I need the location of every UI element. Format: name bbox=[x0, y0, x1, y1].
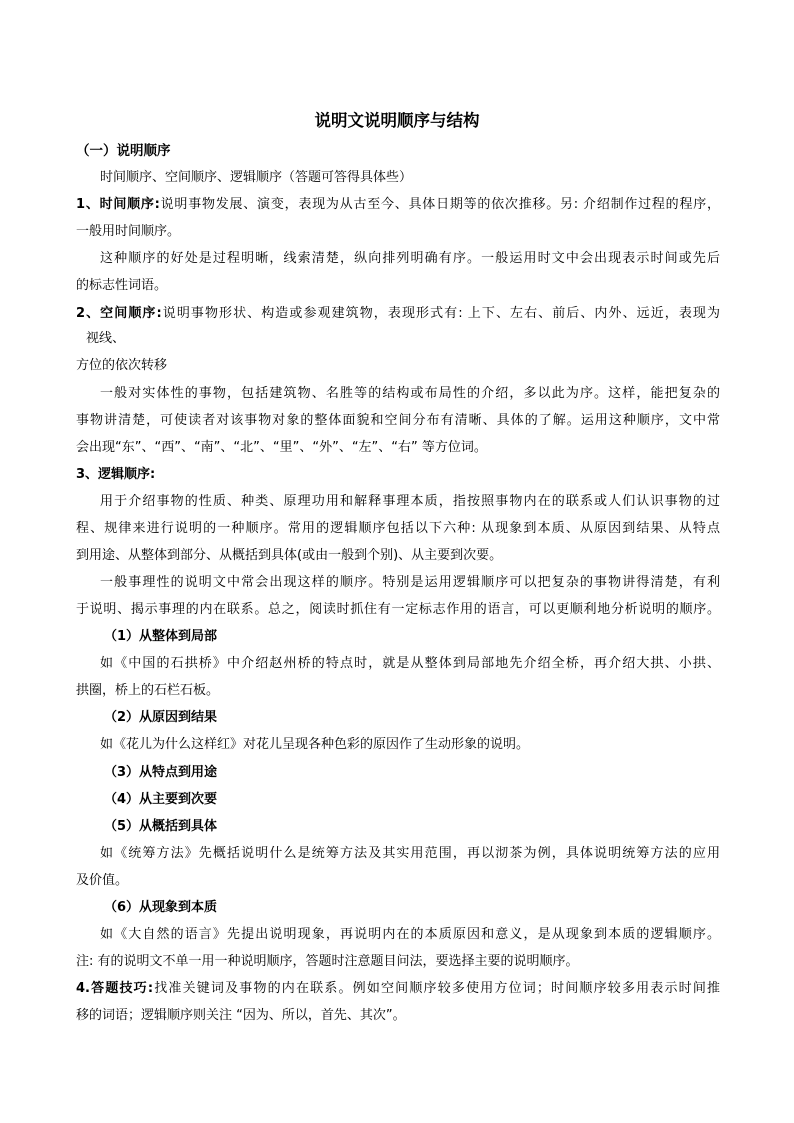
section-heading: （一）说明顺序 bbox=[76, 143, 171, 159]
item-3-heading: （3）从特点到用途 bbox=[104, 765, 218, 780]
page-title: 说明文说明顺序与结构 bbox=[314, 111, 480, 130]
space-order-line-1 bbox=[76, 304, 720, 324]
item-1-text-1: 如《中国的石拱桥》中介绍赵州桥的特点时，就是从整体到局部地先介绍全桥，再介绍大拱、小拱、 bbox=[100, 656, 720, 671]
logic-order-label: 3、逻辑顺序: bbox=[76, 467, 156, 482]
space-order-text: 说明事物形状、构造或参观建筑物，表现形式有: 上下、左右、前后、内外、远近，表现为 bbox=[161, 306, 720, 321]
tips-text: 找准关键词及事物的内在联系。例如空间顺序较多使用方位词；时间顺序较多用表示时间推 bbox=[153, 981, 720, 996]
space-order-label: 2、空间顺序: bbox=[76, 306, 162, 321]
item-5-heading: （5）从概括到具体 bbox=[104, 819, 218, 834]
time-order-text: 说明事物发展、演变，表现为从古至今、具体日期等的依次推移。另: 介绍制作过程的程序， bbox=[159, 197, 720, 212]
time-order-para-1: 这种顺序的好处是过程明晰，线索清楚，纵向排列明确有序。一般运用时文中会出现表示时间或先后 bbox=[100, 251, 720, 266]
item-2-heading: （2）从原因到结果 bbox=[104, 710, 218, 725]
time-order-line-1 bbox=[76, 195, 720, 215]
logic-order-para-4: 一般事理性的说明文中常会出现这样的顺序。特别是运用逻辑顺序可以把复杂的事物讲得清楚，有利 bbox=[100, 575, 720, 590]
space-order-para-3: 会出现“东”、“西”、“南”、“北”、“里”、“外”、“左”、“右” 等方位词。 bbox=[76, 440, 487, 455]
time-order-label: 1、时间顺序: bbox=[76, 197, 160, 212]
item-1-text-2: 拱圈，桥上的石栏石板。 bbox=[76, 683, 220, 698]
time-order-para-2: 的标志性词语。 bbox=[76, 278, 168, 293]
logic-order-para-3: 到用途、从整体到部分、从概括到具体(或由一般到个别)、从主要到次要。 bbox=[76, 548, 503, 563]
tips-line-1 bbox=[76, 979, 720, 999]
item-6-heading: （6）从现象到本质 bbox=[104, 900, 218, 915]
item-6-text: 如《大自然的语言》先提出说明现象，再说明内在的本质原因和意义，是从现象到本质的逻辑顺序。 bbox=[100, 927, 720, 942]
time-order-line-2: 一般用时间顺序。 bbox=[76, 224, 181, 239]
item-2-text: 如《花儿为什么这样红》对花儿呈现各种色彩的原因作了生动形象的说明。 bbox=[100, 737, 530, 752]
tips-label: 4.答题技巧: bbox=[76, 981, 154, 996]
intro-text: 时间顺序、空间顺序、逻辑顺序（答题可答得具体些） bbox=[100, 170, 413, 185]
space-order-line-3: 方位的依次转移 bbox=[76, 358, 168, 373]
space-order-para-1: 一般对实体性的事物，包括建筑物、名胜等的结构或布局性的介绍，多以此为序。这样，能把复杂的 bbox=[100, 386, 720, 401]
logic-order-para-1: 用于介绍事物的性质、种类、原理功用和解释事理本质，指按照事物内在的联系或人们认识事物的过 bbox=[100, 494, 720, 509]
item-5-text-1: 如《统筹方法》先概括说明什么是统筹方法及其实用范围，再以沏茶为例，具体说明统筹方法的应用 bbox=[100, 846, 720, 861]
space-order-para-2: 事物讲清楚，可使读者对该事物对象的整体面貌和空间分布有清晰、具体的了解。运用这种顺序，文中常 bbox=[76, 413, 720, 428]
logic-order-para-5: 于说明、揭示事理的内在联系。总之，阅读时抓住有一定标志作用的语言，可以更顺利地分析说明的顺序。 bbox=[76, 602, 720, 617]
note-text: 注: 有的说明文不单一用一种说明顺序，答题时注意题目问法，要选择主要的说明顺序。 bbox=[76, 954, 579, 969]
space-order-line-2: 视线、 bbox=[86, 331, 126, 346]
logic-order-para-2: 程、规律来进行说明的一种顺序。常用的逻辑顺序包括以下六种: 从现象到本质、从原因到结果、从特点 bbox=[76, 521, 720, 536]
item-4-heading: （4）从主要到次要 bbox=[104, 792, 218, 807]
item-1-heading: （1）从整体到局部 bbox=[104, 629, 218, 644]
item-5-text-2: 及价值。 bbox=[76, 873, 129, 888]
tips-line-2: 移的词语；逻辑顺序则关注 “因为、所以，首先、其次”。 bbox=[76, 1008, 406, 1023]
